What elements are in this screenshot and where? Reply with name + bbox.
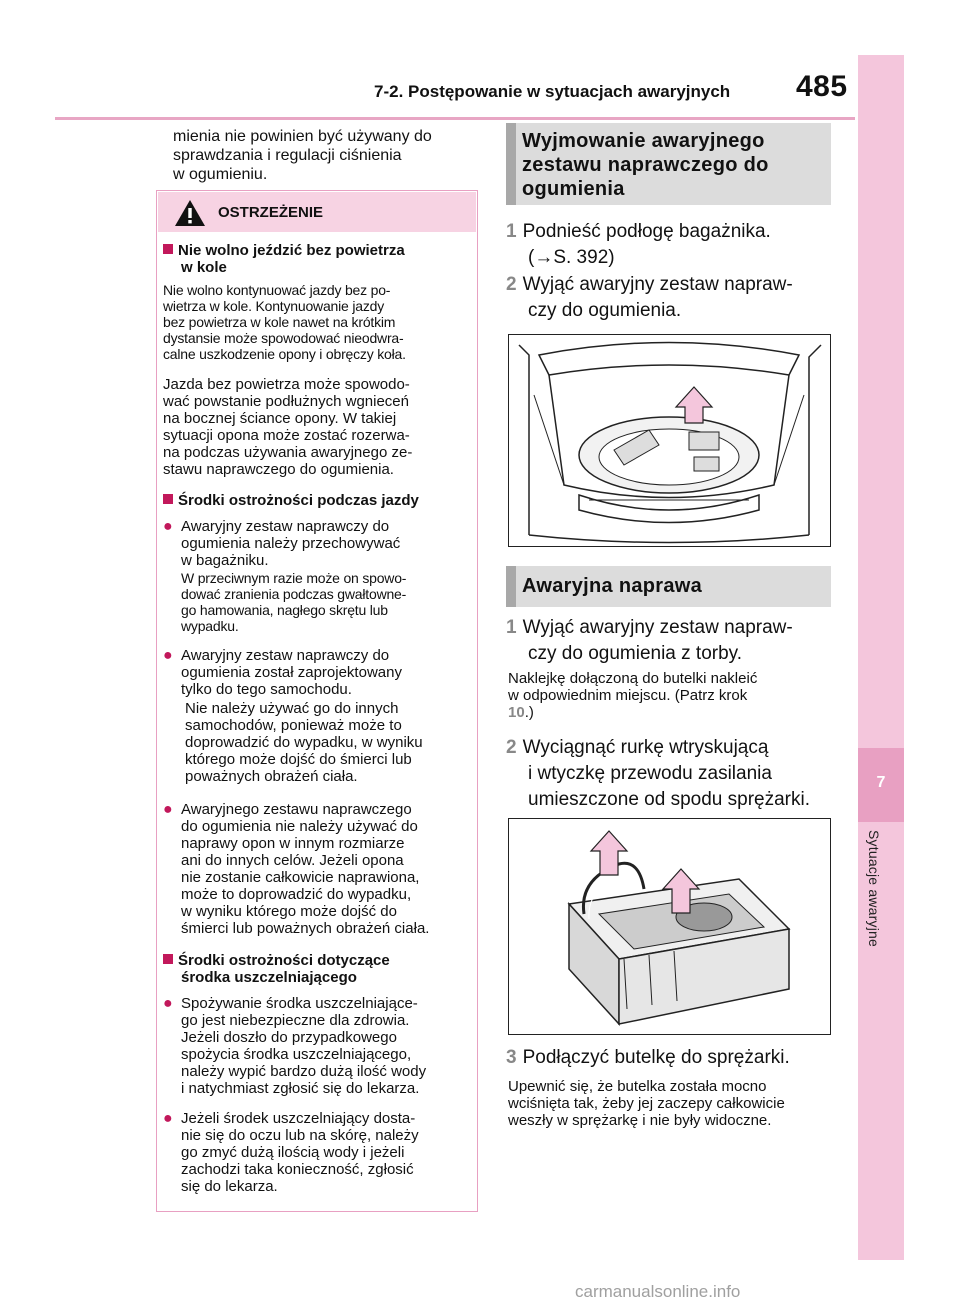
warning-bullet-4: Spożywanie środka uszczelniające- go jest niebezpieczne dla zdrowia. Jeżeli doszło do przypadkowego spożycia środka uszczelniającego, należy wypić bardzo dużą ilość wody i natychmiast zgłosić się do lekarza. [181,995,427,1097]
chapter-label: Sytuacje awaryjne [866,830,882,948]
warning-bullet-2-detail: Nie należy używać go do innych samochodów, ponieważ może to doprowadzić do wypadku, w wyniku którego może dojść do śmierci lub poważnych obrażeń ciała. [185,700,423,785]
chapter-number: 7 [876,774,886,791]
header-rule [55,117,855,120]
section-title-removal: Wyjmowanie awaryjnego zestawu naprawczego do ogumienia [522,130,769,200]
round-bullet-icon: ● [163,801,173,818]
repair-step-2: 2 Wyciągnąć rurkę wtryskującą i wtyczkę przewodu zasilania umieszczone od spodu sprężarki. [506,737,810,810]
warning-title: OSTRZEŻENIE [218,204,324,221]
square-bullet-icon [163,954,173,964]
round-bullet-icon: ● [163,1110,173,1127]
section-title-repair: Awaryjna naprawa [522,575,703,597]
round-bullet-icon: ● [163,518,173,535]
warning-heading-no-air: Nie wolno jeździć bez powietrza w kole [163,242,473,276]
warning-heading-driving: Środki ostrożności podczas jazdy [163,492,473,509]
warning-bullet-1-detail: W przeciwnym razie może on spowo- dować zranienia podczas gwałtowne- go hamowania, nagłego skrętu lub wypadku. [181,570,407,634]
warning-bullet-1: Awaryjny zestaw naprawczy do ogumienia należy przechowywać w bagażniku. [181,518,401,569]
repair-step-3-note: Upewnić się, że butelka została mocno wciśnięta tak, żeby jej zaczepy całkowicie weszły w sprężarkę i nie były widoczne. [508,1078,785,1129]
intro-paragraph: mienia nie powinien być używany do sprawdzania i regulacji ciśnienia w ogumieniu. [173,128,432,183]
repair-step-1-note: Naklejkę dołączoną do butelki nakleić w odpowiednim miejscu. (Patrz krok 10.) [508,670,758,721]
round-bullet-icon: ● [163,995,173,1012]
section-heading-bar [506,123,516,205]
compressor-illustration [508,818,831,1035]
warning-bullet-5: Jeżeli środek uszczelniający dosta- nie się do oczu lub na skórę, należy go zmyć dużą ilością wody i jeżeli zachodzi taka konieczność, zgłosić się do lekarza. [181,1110,419,1195]
warning-paragraph-1: Nie wolno kontynuować jazdy bez po- wietrza w kole. Kontynuowanie jazdy bez powietrza w kole nawet na krótkim dystansie może spowodować nieodwra- calne uszkodzenie opony i obręczy koła. [163,282,406,362]
repair-step-1: 1 Wyjąć awaryjny zestaw napraw- czy do ogumienia z torby. [506,617,793,664]
watermark: carmanualsonline.info [575,1282,741,1301]
chapter-tab [858,55,904,1260]
trunk-illustration [508,334,831,547]
round-bullet-icon: ● [163,647,173,664]
warning-bullet-3: Awaryjnego zestawu naprawczego do ogumienia nie należy używać do naprawy opon w innym rozmiarze ani do innych celów. Jeżeli opona nie zostanie całkowicie naprawiona, może to doprowadzić do wypadku, w wyniku którego może dojść do śmierci lub poważnych obrażeń ciała. [181,801,430,937]
section-header: 7-2. Postępowanie w sytuacjach awaryjnych [374,82,731,101]
page-number: 485 [796,70,848,103]
removal-step-1: 1 Podnieść podłogę bagażnika. (→S. 392) [506,221,771,268]
arrow-up-icon [591,831,627,875]
warning-paragraph-2: Jazda bez powietrza może spowodo- wać powstanie podłużnych wgnieceń na bocznej ściance opony. W takiej sytuacji opona może zostać rozerwa- na podczas używania awaryjnego ze- stawu naprawczego do ogumienia. [163,376,413,478]
square-bullet-icon [163,494,173,504]
warning-triangle-icon [174,199,206,227]
repair-step-3: 3 Podłączyć butelkę do sprężarki. [506,1047,790,1068]
warning-bullet-2: Awaryjny zestaw naprawczy do ogumienia został zaprojektowany tylko do tego samochodu. [181,647,402,698]
square-bullet-icon [163,244,173,254]
warning-heading-sealant: Środki ostrożności dotyczące środka uszczelniającego [163,952,473,986]
section-heading-bar [506,566,516,607]
removal-step-2: 2 Wyjąć awaryjny zestaw napraw- czy do ogumienia. [506,274,793,321]
